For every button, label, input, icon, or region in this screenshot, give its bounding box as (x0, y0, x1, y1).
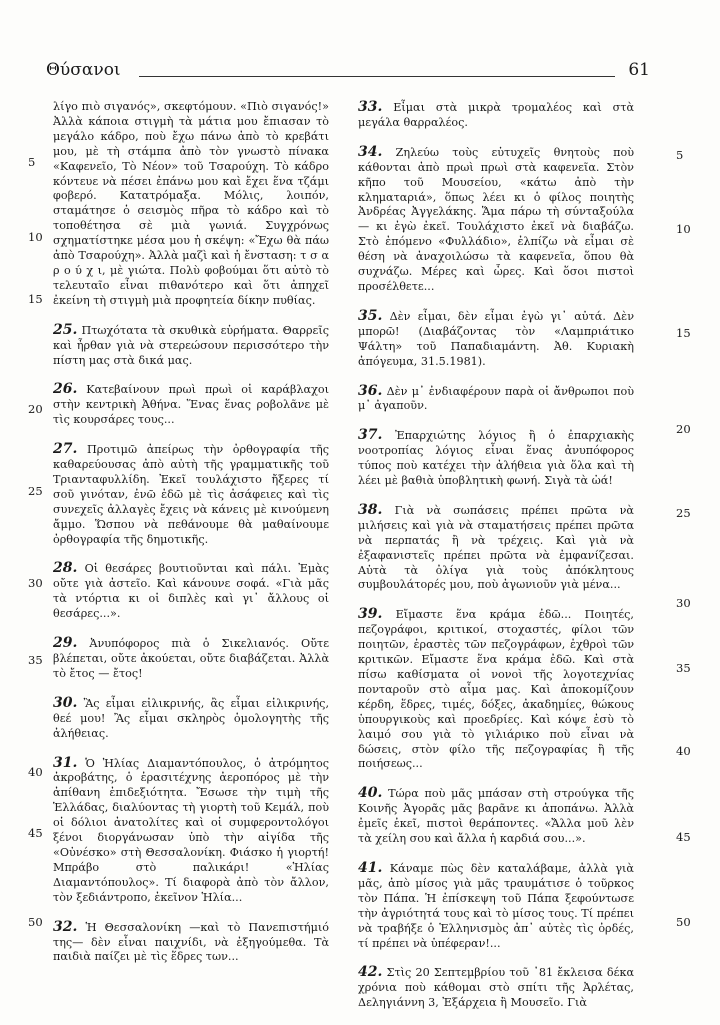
line-number: 30 (28, 576, 43, 590)
line-number: 15 (28, 292, 43, 306)
line-number: 25 (676, 506, 691, 520)
line-number: 25 (28, 484, 43, 498)
entry-36 (358, 384, 634, 415)
line-number: 30 (676, 596, 691, 610)
entry-number: 30. (53, 694, 78, 711)
entry-text: Εἶμαι στὰ μικρὰ τρομαλέος καὶ στὰ μεγάλα θαρραλέος. (358, 101, 634, 129)
line-number: 50 (676, 915, 691, 929)
entry-34 (358, 145, 634, 295)
line-number: 35 (676, 661, 691, 675)
entry-31 (53, 756, 329, 906)
line-number: 10 (28, 230, 43, 244)
entry-39 (358, 607, 634, 772)
line-number: 50 (28, 915, 43, 929)
entry-number: 31. (53, 754, 78, 771)
entry-number: 29. (53, 635, 78, 652)
line-number: 45 (676, 830, 691, 844)
entry-42 (358, 965, 634, 1011)
entry-41 (358, 861, 634, 951)
entry-number: 40. (358, 785, 383, 802)
entry-number: 27. (53, 441, 78, 458)
entry-35 (358, 309, 634, 370)
entry-32 (53, 920, 329, 966)
entry-text: Δὲν μ᾽ ἐνδιαφέρουν παρὰ οἱ ἄνθρωποι ποὺ μ᾽ ἀγαποῦν. (358, 384, 634, 413)
entry-text: Γιὰ νὰ σωπάσεις πρέπει πρῶτα νὰ μιλήσεις καὶ γιὰ νὰ σταματήσεις πρέπει πρῶτα νὰ περπατάς ἢ νὰ τρέχεις. Καὶ γιὰ νὰ ἐξαφανιστεῖς πρέπει πρῶτα νὰ ἐμφανίζεσαι. Αὐτὰ τὰ ὀλίγα γιὰ τοὺς ἀπόκλητους συμβουλάτορές μου, ποὺ ἀγωνιοῦν γιὰ μένα... (358, 503, 634, 592)
entry-number: 37. (358, 427, 383, 444)
line-number: 40 (676, 744, 691, 758)
entry-number: 39. (358, 606, 383, 623)
entry-30 (53, 696, 329, 742)
entry-text: Ἡ Θεσσαλονίκη —καὶ τὸ Πανεπιστήμιό της— δὲν εἶναι παιχνίδι, νὰ ἐξηγούμεθα. Τὰ παιδιὰ παίζει μὲ τὶς ἕδρες των... (53, 920, 329, 964)
line-number: 20 (28, 402, 43, 416)
entry-text: λίγο πιὸ σιγανός», σκεφτόμουν. «Πιὸ σιγανός!» Ἀλλὰ κάποια στιγμὴ τὰ μάτια μου ἔπιασαν τὸ μεγάλο κάδρο, ποὺ ἔχω πάνω ἀπὸ τὸ κρεβάτι μου, μὲ τὴ στάμπα ἀπὸ τὸν γνωστὸ πίνακα «Καφενεῖο, Τὸ Νέον» τοῦ Τσαρούχη. Τὸ κάδρο κόντευε νὰ πέσει ἐπάνω μου καὶ ἔχει ἕνα τζάμι φοβερό. Κατατρόμαξα. Μόλις, λοιπόν, σταμάτησε ὁ σεισμὸς πῆρα τὸ κάδρο καὶ τὸ τοποθέτησα σὲ μιὰ γωνιά. Συγχρόνως σχηματίστηκε μέσα μου ἡ σκέψη: «Ἔχω θὰ πάω ἀπὸ Τσαρούχη». Ἀλλὰ μαζὶ καὶ ἡ ἔνσταση: τ σ α ρ ο ύ χ ι, μὲ γιώτα. Πολὺ φοβούμαι ὅτι αὐτὸ τὸ τελευταῖο εἶναι πιθανότερο καὶ ὅτι ἀπηχεῖ ἐκείνη τὴ στιγμὴ μιὰ προφητεία δίκην πυθίας. (53, 100, 329, 307)
entry-text: Ζηλεύω τοὺς εὐτυχεῖς θνητοὺς ποὺ κάθονται ἀπὸ πρωὶ πρωὶ στὰ καφενεῖα. Στὸν κῆπο τοῦ Μουσείου, «κάτω ἀπὸ τὴν κληματαριά», ὅπως λέει κι ὁ φίλος ποιητὴς Ἀνδρέας Ἀγγελάκης. Ἅμα πάρω τὴ σύνταξούλα — κι ἐγὼ ἐκεῖ. Τουλάχιστο ἐκεῖ νὰ διαβάζω. Στὸ ἐπόμενο «Φυλλάδιο», ἐλπίζω νὰ εἶμαι σὲ θέση νὰ ἀναχοιλώσω τὰ καφενεῖα, ὅπου θὰ συχνάζω. Μέρες καὶ ὧρες. Καὶ ὅσοι πιστοὶ προσέλθετε... (358, 145, 635, 293)
entry-37 (358, 428, 634, 489)
entry-number: 42. (358, 964, 383, 981)
entry-text: Κάναμε πὼς δὲν καταλάβαμε, ἀλλὰ γιὰ μᾶς, ἀπὸ μίσος γιὰ μᾶς τραυμάτισε ὁ τοῦρκος τὸν Πάπα. Ἡ ἐπίσκεψη τοῦ Πάπα ξεφούντωσε τὴν ἀγριότητά τους καὶ τὸ μίσος τους. Τί πρέπει νὰ τραβήξε ὁ Ἑλληνισμὸς ἀπ᾽ αὐτὲς τὶς ὀρδές, τί πρέπει νὰ ὑπέφεραν!... (358, 861, 634, 950)
entry-number: 38. (358, 501, 383, 518)
page-number: 61 (628, 60, 650, 80)
entry-25 (53, 323, 329, 369)
entry-text: Προτιμῶ ἀπείρως τὴν ὀρθογραφία τῆς καθαρεύουσας ἀπὸ αὐτὴ τῆς γραμματικῆς τοῦ Τριανταφυλλίδη. Ἐκεῖ τουλάχιστο ἤξερες τί σοῦ γινόταν, ἐνῶ ἐδῶ μὲ τὶς ἀσάφειες καὶ τὶς συνεχεῖς ἀλλαγὲς ἔχεις νὰ κάνεις μὲ κινούμενη ἄμμο. Ὥσπου νὰ πεθάνουμε θὰ μαθαίνουμε ὀρθογραφία τῆς δημοτικῆς. (53, 443, 330, 546)
line-number: 35 (28, 653, 43, 667)
entry-text: Κατεβαίνουν πρωὶ πρωὶ οἱ καράβλαχοι στὴν κεντρικὴ Ἀθήνα. Ἕνας ἕνας ροβολᾶνε μὲ τὶς κουρσάρες τους... (53, 383, 329, 427)
entry-text: Ἐπαρχιώτης λόγιος ἢ ὁ ἐπαρχιακὴς νοοτροπίας λόγιος εἶναι ἕνας ἀνυπόφορος τύπος ποὺ κατέχει τὴν ἀλήθεια γιὰ ὅλα καὶ τὴ λέει μὲ βαθιὰ ὑποβλητικὴ φωνή. Σιγὰ τὰ ὠά! (358, 429, 634, 488)
entry-26 (53, 382, 329, 428)
line-number: 45 (28, 826, 43, 840)
line-number: 40 (28, 765, 43, 779)
entry-number: 32. (53, 918, 78, 935)
entry-text: Στὶς 20 Σεπτεμβρίου τοῦ ᾽81 ἔκλεισα δέκα χρόνια ποὺ κάθομαι στὸ σπίτι τῆς Ἀρλέτας, Δεληγιάννη 3, Ἐξάρχεια ἢ Μουσεῖο. Γιὰ (358, 966, 634, 1010)
entry-number: 33. (358, 99, 383, 115)
left-column (53, 100, 329, 979)
right-column (358, 100, 634, 1025)
entry-text: Οἱ θεσάρες βουτιοῦνται καὶ πάλι. Ἐμὰς οὔτε γιὰ ἀστεῖο. Καὶ κάνουνε σοφά. «Γιὰ μᾶς τὰ ντόρτια κι οἱ διπλὲς καὶ γι᾽ ἄλλους οἱ θεσάρες...». (53, 562, 329, 621)
entry-text: Πτωχότατα τὰ σκυθικὰ εὑρήματα. Θαρρεῖς καὶ ἦρθαν γιὰ νὰ στερεώσουν περισσότερο τὴν πίστη μας στὰ δικά μας. (53, 323, 329, 367)
entry-number: 36. (358, 382, 383, 399)
entry-text: Ἂς εἶμαι εἰλικρινής, ἂς εἶμαι εἰλικρινής, θεέ μου! Ἂς εἶμαι σκληρὸς ὁμολογητὴς τῆς ἀλήθειας. (53, 696, 329, 740)
line-number: 20 (676, 422, 691, 436)
entry-text: Ὁ Ἡλίας Διαμαντόπουλος, ὁ ἀτρόμητος ἀκροβάτης, ὁ ἐρασιτέχνης ἀεροπόρος μὲ τὴν ἀπίθανη ἐπιδεξιότητα. Ἔσωσε τὴν τιμὴ τῆς Ἑλλάδας, διαλύοντας τὴ γιορτὴ τοῦ Κεμάλ, ποὺ οἱ δόλιοι ἀνατολίτες καὶ οἱ συμφεροντολόγοι ξένοι διοργάνωσαν ὑπὸ τὴν αἰγίδα τῆς «Οὐνέσκο» στὴ Θεσσαλονίκη. Φιάσκο ἡ γιορτή! Μπράβο στὸ παλικάρι! «Ἡλίας Διαμαντόπουλος». Τί διαφορὰ ἀπὸ τὸν ἄλλον, τὸν ξεδιάντροπο, ἐκεῖνον Ἡλία... (53, 756, 329, 904)
page-header (46, 60, 650, 84)
entry-38 (358, 503, 634, 593)
entry-continued (53, 100, 329, 309)
entry-text: Εἴμαστε ἕνα κράμα ἐδῶ... Ποιητές, πεζογράφοι, κριτικοί, στοχαστές, φίλοι τῶν ποιητῶν, ἐραστὲς τῶν πεζογράφων, ἐχθροὶ τῶν κριτικῶν. Εἴμαστε ἕνα κράμα ἐδῶ. Καὶ στὰ πίσω καθίσματα οἱ νονοὶ τῆς λογοτεχνίας πονταροῦν στὸ αἷμα μας. Καὶ ἀποκομίζουν κέρδη, ἕδρες, τιμές, δόξες, ἀκαδημίες, θώκους ὑπουργικοὺς καὶ προεδρίες. Καὶ κόψε ἐσὺ τὸ λαιμό σου γιὰ τὸ γιλιάρικο ποὺ εἶναι νὰ δώσεις, στὸν φίλο τῆς πεζογραφίας ἢ τῆς ποιήσεως... (358, 608, 634, 771)
line-number: 5 (28, 155, 36, 169)
running-title: Θύσανοι (46, 60, 121, 80)
entry-number: 25. (53, 321, 78, 338)
line-number: 5 (676, 148, 684, 162)
entry-28 (53, 561, 329, 622)
entry-29 (53, 636, 329, 682)
line-number: 15 (676, 326, 691, 340)
entry-number: 35. (358, 307, 383, 324)
line-number: 10 (676, 222, 691, 236)
entry-number: 26. (53, 381, 78, 398)
header-rule (139, 76, 615, 77)
entry-number: 34. (358, 143, 383, 160)
entry-text: Δὲν εἶμαι, δὲν εἶμαι ἐγὼ γι᾽ αὐτά. Δὲν μπορῶ! (Διαβάζοντας τὸν «Λαμπριάτικο Ψάλτη» τοῦ Παπαδιαμάντη. Ἀθ. Κυριακὴ ἀπόγευμα, 31.5.1981). (358, 309, 634, 368)
entry-number: 28. (53, 560, 78, 577)
entry-33 (358, 100, 634, 131)
entry-number: 41. (358, 859, 383, 876)
entry-27 (53, 442, 329, 547)
entry-text: Τώρα ποὺ μᾶς μπάσαν στὴ στρούγκα τῆς Κοινῆς Ἀγορᾶς μᾶς βαρᾶνε κι ἀποπάνω. Ἀλλὰ ἐμεῖς ἐκεῖ, πιστοὶ θεράποντες. «Ἄλλα μοῦ λὲν τὰ χείλη σου καὶ ἄλλα ἡ καρδιά σου...». (358, 787, 634, 846)
entry-text: Ἀνυπόφορος πιὰ ὁ Σικελιανός. Οὔτε βλέπεται, οὔτε ἀκούεται, οὔτε διαβάζεται. Ἀλλὰ τὸ ἔτος — ἔτος! (53, 637, 329, 680)
entry-40 (358, 786, 634, 847)
